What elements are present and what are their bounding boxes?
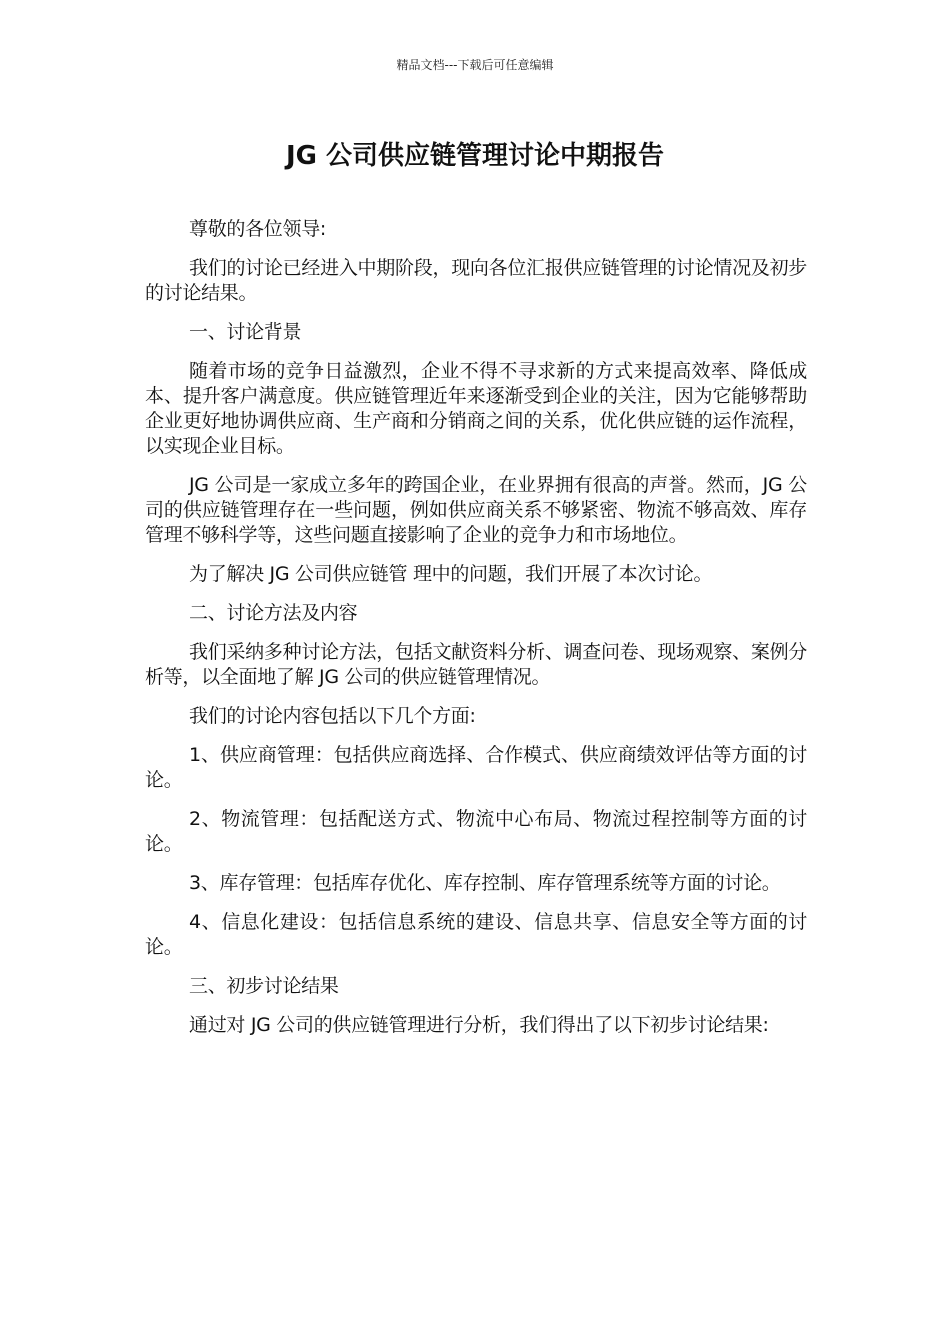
- content-item-informatization: 4、信息化建设：包括信息系统的建设、信息共享、信息安全等方面的讨论。: [145, 911, 807, 958]
- content-item-logistics: 2、物流管理：包括配送方式、物流中心布局、物流过程控制等方面的讨论。: [145, 808, 807, 855]
- section-heading-background: 一、讨论背景: [189, 321, 302, 343]
- background-paragraph-2: JG 公司是一家成立多年的跨国企业，在业界拥有很高的声誉。然而，JG 公司的供应链管理存在一些问题，例如供应商关系不够紧密、物流不够高效、库存管理不够科学等，这些问题直接影响了企业的竞争力和市场地位。: [145, 474, 807, 546]
- document-title: JG 公司供应链管理讨论中期报告: [285, 141, 665, 171]
- content-item-supplier: 1、供应商管理：包括供应商选择、合作模式、供应商绩效评估等方面的讨论。: [145, 744, 807, 791]
- intro-paragraph: 我们的讨论已经进入中期阶段，现向各位汇报供应链管理的讨论情况及初步的讨论结果。: [145, 257, 807, 304]
- results-intro-paragraph: 通过对 JG 公司的供应链管理进行分析，我们得出了以下初步讨论结果:: [189, 1014, 769, 1036]
- background-paragraph-3: 为了解决 JG 公司供应链管 理中的问题，我们开展了本次讨论。: [189, 563, 713, 585]
- header-note: 精品文档---下载后可任意编辑: [396, 58, 554, 72]
- content-item-inventory: 3、库存管理：包括库存优化、库存控制、库存管理系统等方面的讨论。: [189, 872, 781, 894]
- methods-paragraph: 我们采纳多种讨论方法，包括文献资料分析、调查问卷、现场观察、案例分析等，以全面地了解 JG 公司的供应链管理情况。: [145, 641, 807, 688]
- background-paragraph-1: 随着市场的竞争日益激烈，企业不得不寻求新的方式来提高效率、降低成本、提升客户满意度。供应链管理近年来逐渐受到企业的关注，因为它能够帮助企业更好地协调供应商、生产商和分销商之间的关系，优化供应链的运作流程，以实现企业目标。: [145, 360, 807, 457]
- content-intro-paragraph: 我们的讨论内容包括以下几个方面:: [189, 705, 476, 727]
- section-heading-results: 三、初步讨论结果: [189, 975, 339, 997]
- document-body: [145, 217, 807, 1052]
- section-heading-methods: 二、讨论方法及内容: [189, 602, 358, 624]
- salutation: 尊敬的各位领导:: [189, 218, 327, 240]
